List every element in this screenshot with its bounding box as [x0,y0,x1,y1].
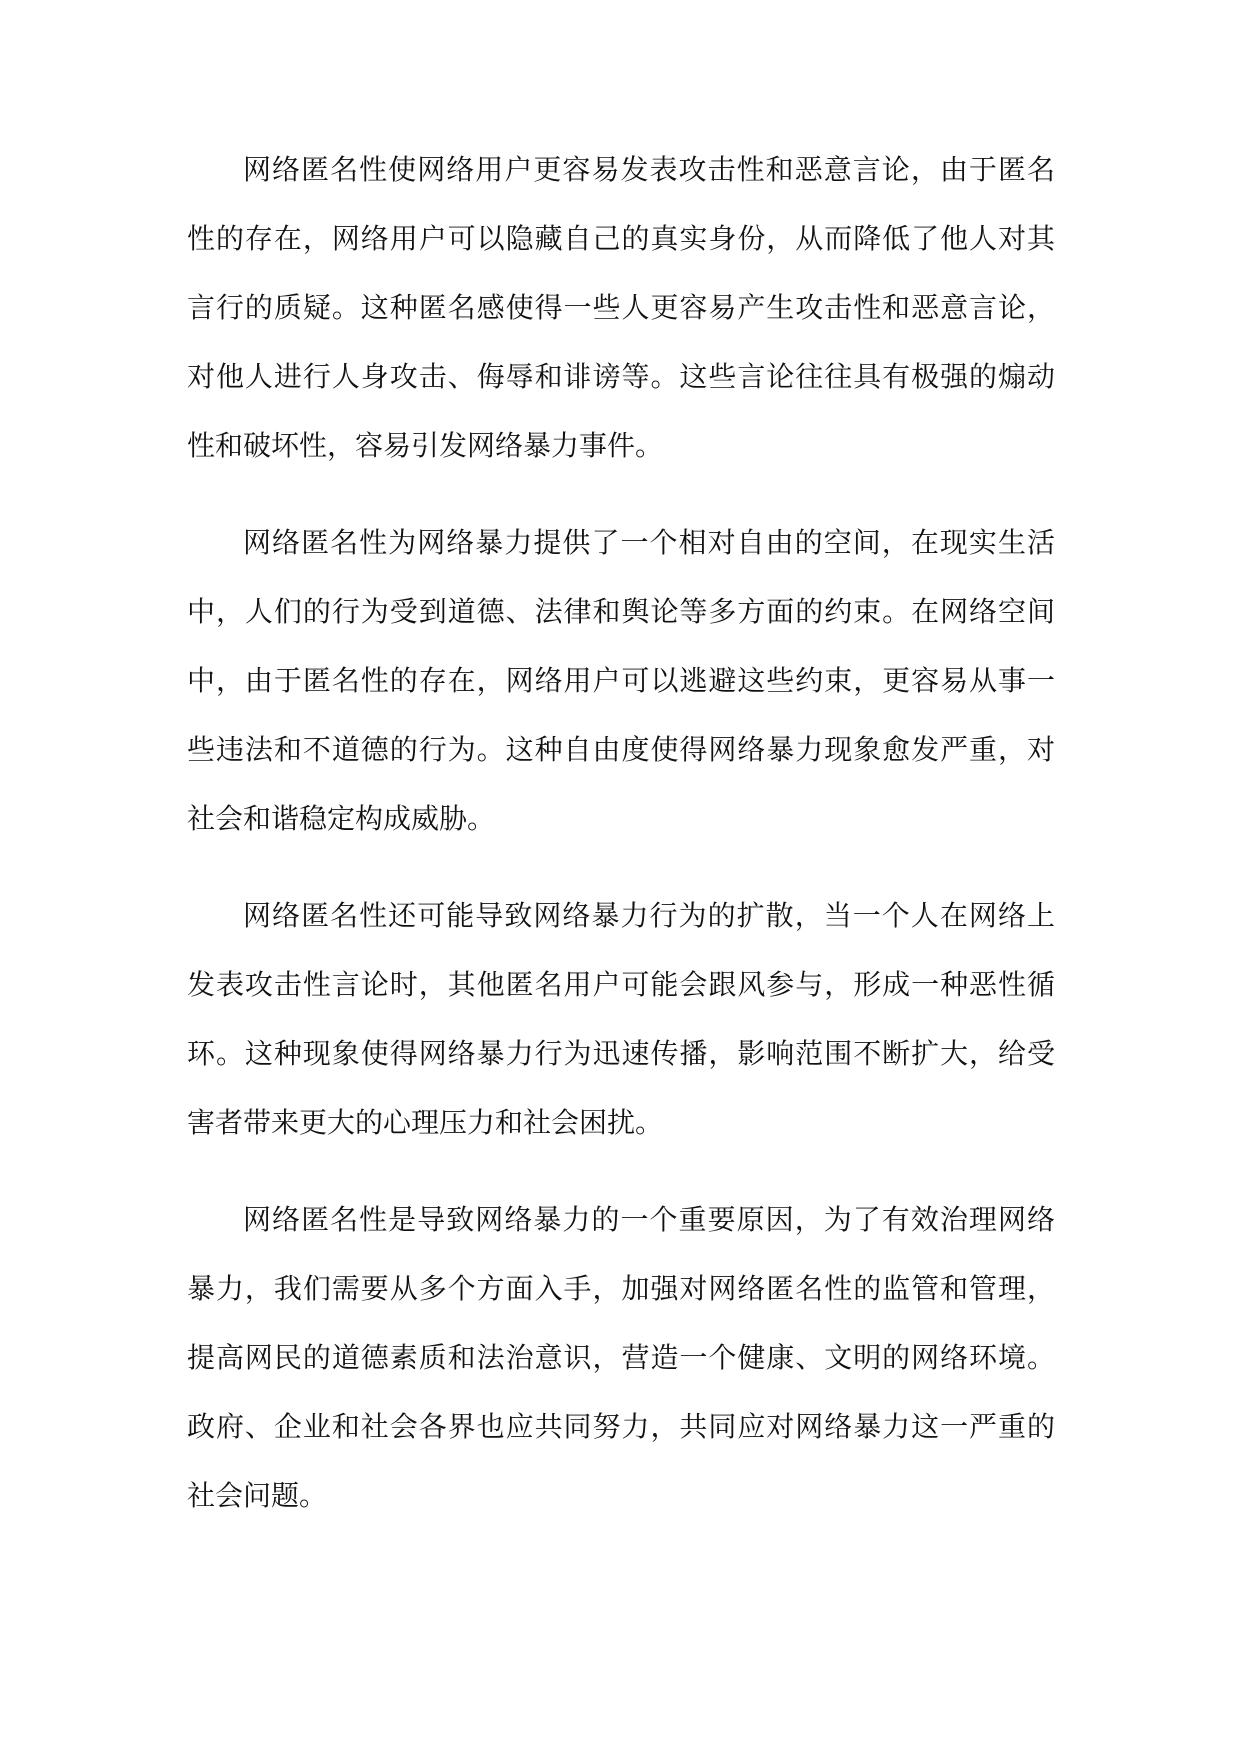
paragraph-2 [187,508,1055,853]
text-line: 社会问题。 [187,1479,328,1512]
text-line: 发表攻击性言论时，其他匿名用户可能会跟风参与，形成一种恶性循 [187,968,1055,1001]
text-line: 暴力，我们需要从多个方面入手，加强对网络匿名性的监管和管理， [187,1272,1055,1305]
text-line: 些违法和不道德的行为。这种自由度使得网络暴力现象愈发严重，对 [187,733,1055,766]
text-line: 对他人进行人身攻击、侮辱和诽谤等。这些言论往往具有极强的煽动 [187,360,1055,393]
text-line: 提高网民的道德素质和法治意识，营造一个健康、文明的网络环境。 [187,1341,1055,1374]
text-line: 网络匿名性还可能导致网络暴力行为的扩散，当一个人在网络上 [243,899,1055,932]
document-body [187,135,1055,1558]
text-line: 社会和谐稳定构成威胁。 [187,802,496,835]
paragraph-1 [187,135,1055,480]
text-line: 中，人们的行为受到道德、法律和舆论等多方面的约束。在网络空间 [187,595,1055,628]
text-line: 性的存在，网络用户可以隐藏自己的真实身份，从而降低了他人对其 [187,222,1055,255]
text-line: 环。这种现象使得网络暴力行为迅速传播，影响范围不断扩大，给受 [187,1037,1055,1070]
text-line: 网络匿名性使网络用户更容易发表攻击性和恶意言论，由于匿名 [243,153,1055,186]
text-line: 中，由于匿名性的存在，网络用户可以逃避这些约束，更容易从事一 [187,664,1055,697]
text-line: 网络匿名性为网络暴力提供了一个相对自由的空间，在现实生活 [243,526,1055,559]
text-line: 性和破坏性，容易引发网络暴力事件。 [187,429,664,462]
text-line: 政府、企业和社会各界也应共同努力，共同应对网络暴力这一严重的 [187,1410,1055,1443]
text-line: 网络匿名性是导致网络暴力的一个重要原因，为了有效治理网络 [243,1203,1055,1236]
paragraph-4 [187,1185,1055,1530]
text-line: 害者带来更大的心理压力和社会困扰。 [187,1106,664,1139]
text-line: 言行的质疑。这种匿名感使得一些人更容易产生攻击性和恶意言论， [187,291,1055,324]
paragraph-3 [187,881,1055,1157]
